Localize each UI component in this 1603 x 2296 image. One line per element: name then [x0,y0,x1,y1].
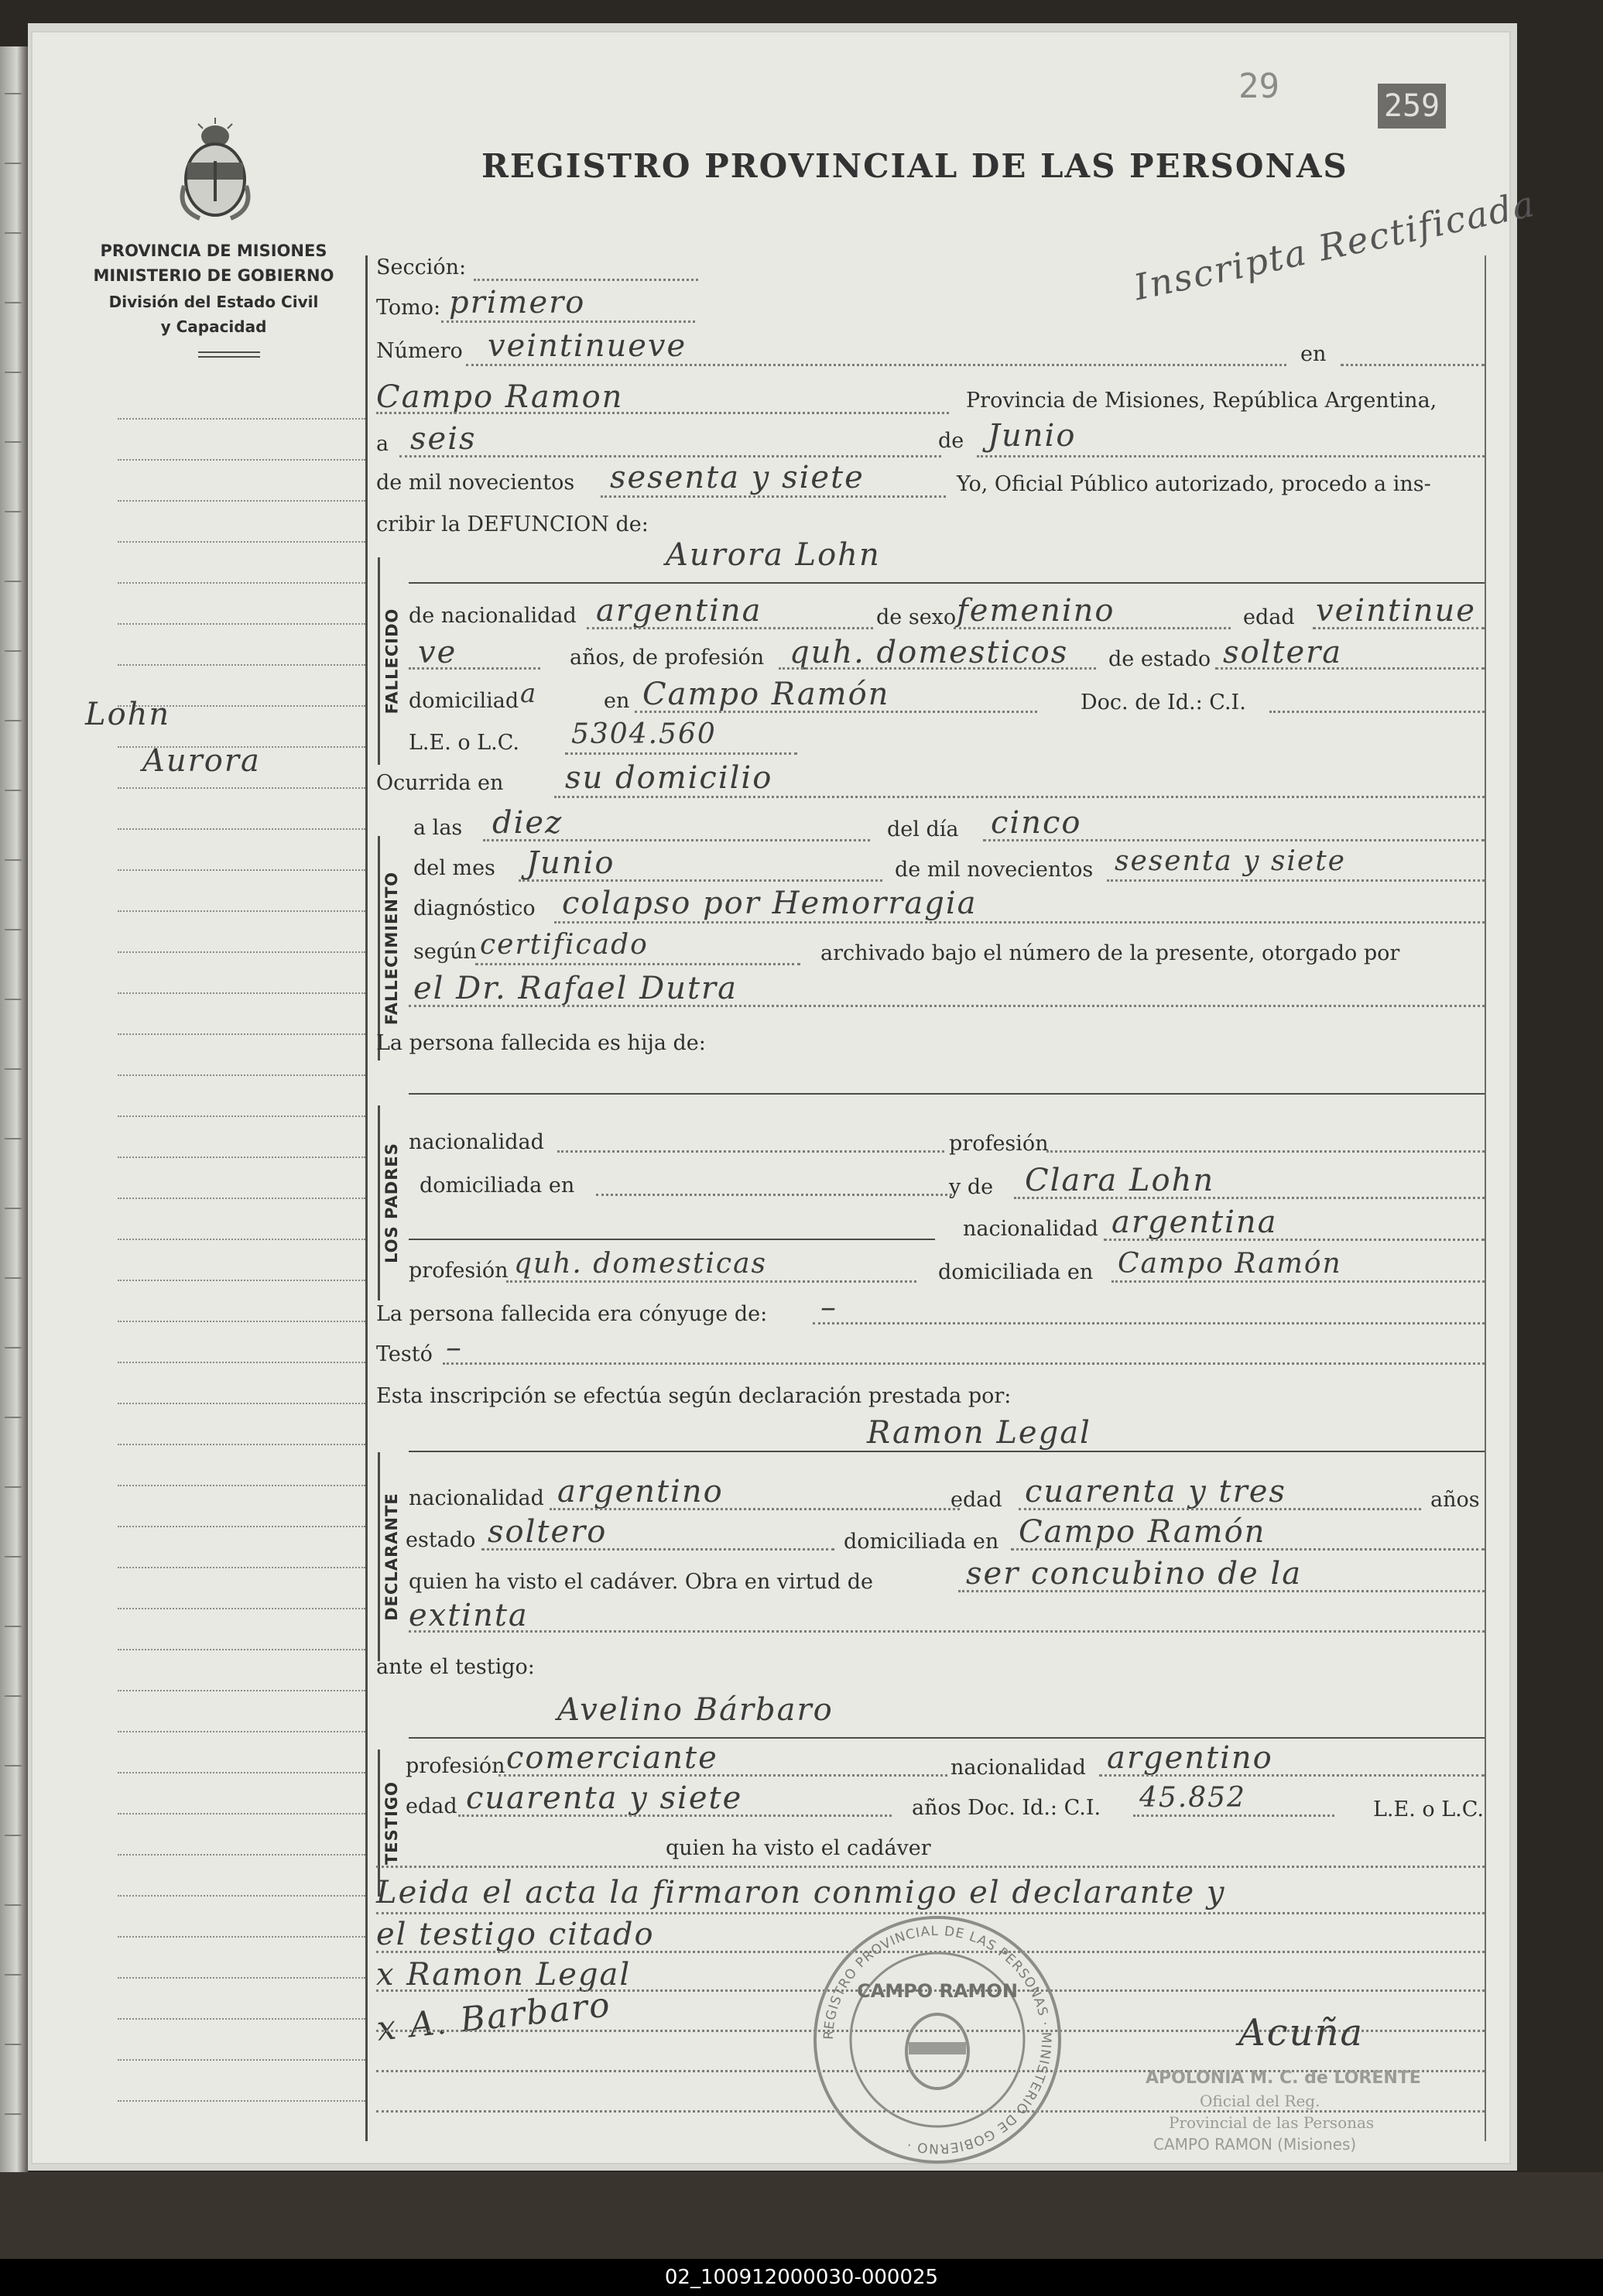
label-anos-doc: años Doc. Id.: C.I. [912,1796,1101,1820]
tab-padres: LOS PADRES [382,1143,401,1263]
main-column-rule [365,255,368,2141]
label-en: en [1300,342,1327,366]
label-archivado: archivado bajo el número de la presente, otorgado por [820,941,1400,965]
signature-declarante: x Ramon Legal [376,1957,632,1993]
margin-ruled-line [118,2059,365,2061]
adjacent-page-tick [5,93,22,94]
line-domicilio [635,711,1037,713]
value-edad-1: veintinue [1316,593,1476,629]
adjacent-page-tick [5,163,22,164]
form-title: REGISTRO PROVINCIAL DE LAS PERSONAS [481,147,1348,185]
margin-ruled-line [118,1074,365,1076]
adjacent-page-tick [5,2044,22,2045]
tab-testigo: TESTIGO [382,1780,401,1866]
margin-ruled-line [118,787,365,789]
value-test-profesion: comerciante [506,1740,718,1776]
org-line-1: PROVINCIA DE MISIONES [100,242,327,260]
margin-ruled-line [118,1649,365,1650]
line-hora [483,839,870,841]
line-test-nacionalidad [1099,1774,1485,1777]
label-test-nacionalidad: nacionalidad [950,1756,1086,1780]
margin-ruled-line [118,459,365,461]
adjacent-page-tick [5,1835,22,1836]
value-conyuge: – [820,1290,837,1325]
line-anio-fall [1107,879,1485,882]
adjacent-page-tick [5,1417,22,1418]
line-closing-0 [376,1866,1485,1868]
label-madre-profesion: profesión [409,1259,509,1283]
line-test-doc [1133,1815,1334,1817]
adjacent-page-tick [5,999,22,1000]
margin-ruled-line [118,1198,365,1199]
margin-ruled-line [118,910,365,912]
line-sexo [954,627,1231,629]
line-medico [409,1005,1485,1007]
line-madre-nacionalidad [1104,1239,1485,1241]
adjacent-page-tick [5,581,22,582]
official-stamp-line-3: Provincial de las Personas [1169,2113,1375,2132]
value-profesion: quh. domesticos [790,635,1069,670]
label-tomo: Tomo: [376,296,441,320]
line-lugar [376,412,949,414]
svg-text:CAMPO RAMON: CAMPO RAMON [857,1980,1018,2002]
label-inscripcion: Esta inscripción se efectúa según declaración prestada por: [376,1384,1012,1408]
value-dia-fall: cinco [991,805,1082,841]
line-anio [601,495,946,498]
label-del-dia: del día [887,817,959,841]
label-le-lc: L.E. o L.C. [409,731,520,755]
margin-ruled-line [118,1362,365,1363]
adjacent-page-tick [5,859,22,861]
value-segun: certificado [480,929,649,961]
label-hija-de: La persona fallecida es hija de: [376,1031,706,1055]
label-test-edad: edad [406,1794,457,1818]
margin-ruled-line [118,1115,365,1117]
value-medico: el Dr. Rafael Dutra [413,971,738,1006]
value-ocurrida: su domicilio [565,760,773,796]
line-testigo [409,1737,1485,1739]
line-decl-virtud [958,1590,1485,1592]
line-decl-edad [1019,1508,1421,1510]
margin-ruled-line [118,1567,365,1568]
margin-ruled-line [118,1403,365,1404]
value-edad-2: ve [418,635,457,670]
file-id: 02_100912000030-000025 [664,2266,939,2289]
label-test-profesion: profesión [406,1754,505,1778]
margin-ruled-line [118,1280,365,1281]
line-padre [409,1093,1485,1095]
adjacent-page-tick [5,232,22,234]
label-ante-testigo: ante el testigo: [376,1655,535,1679]
adjacent-page-tick [5,441,22,443]
value-numero: veintinueve [488,328,687,364]
value-nombre: Aurora Lohn [666,537,881,573]
label-padre-nacionalidad: nacionalidad [409,1130,544,1154]
line-edad-2 [409,667,540,670]
right-column-rule [1485,255,1486,2141]
adjacent-page-tick [5,1347,22,1348]
line-nombre [409,582,1485,584]
value-madre-nacionalidad: argentina [1111,1205,1278,1240]
label-sexo: de sexo [876,605,957,629]
margin-ruled-line [118,1936,365,1938]
label-decl-anos: años [1430,1488,1480,1512]
label-edad: edad [1243,605,1295,629]
margin-ruled-line [118,1772,365,1773]
value-test-nacionalidad: argentino [1107,1740,1273,1776]
line-padre-profesion [1046,1150,1485,1153]
label-quien-visto-2: quien ha visto el cadáver [666,1836,931,1860]
rectified-mark: Inscripta Rectificada [1130,182,1540,309]
label-nacionalidad: de nacionalidad [409,604,577,628]
margin-ruled-line [118,1239,365,1240]
line-mes [977,455,1485,457]
value-domiciliada-suffix: a [520,678,538,709]
line-decl-virtud-2 [409,1630,1485,1633]
margin-ruled-line [118,623,365,625]
value-mes: Junio [988,418,1077,454]
label-a: a [376,432,389,456]
record-number-stamp: 259 [1378,84,1446,129]
adjacent-page-tick [5,2113,22,2115]
coat-of-arms-icon [169,116,262,224]
registry-seal [810,1912,1065,2167]
value-decl-estado: soltero [488,1514,608,1550]
value-decl-virtud-1: ser concubino de la [966,1556,1303,1592]
margin-ruled-line [118,1608,365,1609]
value-diagnostico: colapso por Hemorragia [562,886,978,921]
value-madre-domicilio: Campo Ramón [1118,1248,1342,1280]
value-test-edad: cuarenta y siete [466,1780,743,1816]
line-test-profesion [498,1774,947,1777]
value-decl-virtud-2: extinta [409,1598,529,1633]
value-decl-nacionalidad: argentino [557,1474,724,1510]
line-decl-nacionalidad [550,1508,960,1510]
line-seccion [474,279,698,281]
margin-ruled-line [118,1157,365,1158]
line-en [1341,364,1485,366]
label-madre-nacionalidad: nacionalidad [963,1217,1098,1241]
adjacent-page-tick [5,720,22,721]
value-decl-domicilio: Campo Ramón [1019,1514,1266,1550]
line-estado [1215,667,1485,670]
line-profesion [779,667,1096,670]
label-quien-visto: quien ha visto el cadáver. Obra en virtud de [409,1570,874,1594]
margin-ruled-line [118,1444,365,1445]
label-decl-edad: edad [950,1488,1002,1512]
adjacent-page-tick [5,372,22,373]
label-padre-domicilio: domiciliada en [420,1174,575,1198]
value-madre: Clara Lohn [1025,1163,1215,1198]
label-de-mil-nov: de mil novecientos [895,858,1094,882]
label-decl-nacionalidad: nacionalidad [409,1486,544,1510]
margin-ruled-line [118,2018,365,2020]
margin-ruled-line [118,869,365,871]
signature-testigo: x A. Barbaro [375,1985,613,2049]
margin-ruled-line [118,1813,365,1815]
label-conyuge: La persona fallecida era cónyuge de: [376,1302,768,1326]
label-doc-id: Doc. de Id.: C.I. [1081,691,1246,715]
margin-ruled-line [118,1690,365,1691]
margin-ruled-line [118,500,365,502]
margin-ruled-line [118,418,365,420]
org-underline-2 [198,356,260,358]
adjacent-page-tick [5,1626,22,1627]
adjacent-page-tick [5,1277,22,1279]
label-padre-profesion: profesión [949,1132,1049,1156]
line-decl-estado [481,1548,834,1551]
tab-declarante: DECLARANTE [382,1492,401,1621]
org-line-3: División del Estado Civil [108,293,319,311]
value-decl-edad: cuarenta y tres [1025,1474,1286,1510]
value-domicilio: Campo Ramón [642,677,890,712]
adjacent-page-tick [5,790,22,791]
value-test-doc: 45.852 [1139,1782,1246,1814]
official-stamp-line-4: CAMPO RAMON (Misiones) [1153,2135,1357,2154]
margin-ruled-line [118,1895,365,1897]
line-padre-extra [409,1239,935,1240]
line-ocurrida [554,796,1485,798]
line-madre-domicilio [1111,1280,1485,1283]
margin-ruled-line [118,541,365,543]
closing-line-2: el testigo citado [376,1917,655,1952]
margin-ruled-line [118,1731,365,1732]
label-numero: Número [376,339,463,363]
official-stamp-line-1: APOLONIA M. C. de LORENTE [1146,2068,1421,2088]
adjacent-page-tick [5,1974,22,1976]
adjacent-page-tick [5,650,22,652]
value-sexo: femenino [957,593,1115,629]
value-lugar: Campo Ramon [376,379,624,415]
scanner-background [0,2172,1603,2259]
margin-ruled-line [118,992,365,994]
line-testo [443,1362,1485,1365]
label-de-mil: de mil novecientos [376,471,575,495]
label-provincia: Provincia de Misiones, República Argentina, [966,389,1437,413]
label-testo: Testó [376,1342,433,1366]
margin-firstname: Aurora [142,743,261,779]
line-doc [565,752,797,755]
line-padre-domicilio [596,1194,952,1196]
adjacent-page-tick [5,1904,22,1906]
label-y-de: y de [949,1175,994,1199]
adjacent-page-tick [5,1695,22,1697]
label-anos-profesion: años, de profesión [570,646,765,670]
line-test-edad [458,1815,892,1817]
signature-oficial: Acuña [1238,2011,1364,2054]
margin-ruled-line [118,1977,365,1979]
adjacent-page-edge [0,46,28,2183]
label-cribir: cribir la DEFUNCION de: [376,512,649,536]
margin-ruled-line [118,1485,365,1486]
label-domiciliad: domiciliad [409,689,519,713]
label-de: de [938,429,964,453]
line-tomo [441,320,695,323]
label-segun: según [413,940,477,964]
adjacent-page-tick [5,1486,22,1488]
line-decl-domicilio [1011,1548,1485,1551]
margin-ruled-line [118,1321,365,1322]
label-en-domicilio: en [604,689,630,713]
org-underline [198,351,260,353]
tab-fallecido: FALLECIDO [382,608,401,715]
adjacent-page-tick [5,1765,22,1767]
adjacent-page-tick [5,1138,22,1139]
label-seccion: Sección: [376,255,467,279]
label-yo-oficial: Yo, Oficial Público autorizado, procedo a ins- [957,472,1431,496]
margin-ruled-line [118,582,365,584]
margin-ruled-line [118,1526,365,1527]
value-tomo: primero [449,285,586,320]
adjacent-page-tick [5,929,22,930]
label-del-mes: del mes [413,856,495,880]
margin-ruled-line [118,951,365,953]
closing-line-1: Leida el acta la firmaron conmigo el declarante y [376,1875,1226,1910]
death-record-sheet [31,31,1540,2164]
value-anio-fall: sesenta y siete [1115,845,1346,877]
label-a-las: a las [413,816,463,840]
line-nacionalidad [587,627,873,629]
value-anio: sesenta y siete [610,460,865,495]
value-nacionalidad: argentina [596,593,762,629]
page-number: 29 [1238,67,1279,106]
label-decl-estado: estado [406,1528,476,1552]
margin-ruled-line [118,828,365,830]
label-ocurrida: Ocurrida en [376,771,504,795]
margin-ruled-line [118,1033,365,1035]
line-edad [1313,627,1485,629]
margin-ruled-line [118,2100,365,2102]
margin-ruled-line [118,664,365,666]
adjacent-page-tick [5,1556,22,1558]
line-numero [466,364,1286,366]
label-test-le-lc: L.E. o L.C. [1373,1797,1485,1821]
line-dia-fall [983,839,1485,841]
org-line-4: y Capacidad [160,317,267,336]
line-diagnostico [554,921,1485,924]
label-de-estado: de estado [1108,647,1211,671]
line-doc-id [1269,711,1485,713]
line-conyuge [813,1322,1485,1324]
tab-fallecimiento: FALLECIMIENTO [382,871,401,1026]
line-segun [475,963,800,965]
value-dia: seis [410,421,477,457]
value-madre-profesion: quh. domesticas [514,1248,768,1280]
line-dia [399,455,941,457]
label-diagnostico: diagnóstico [413,896,536,920]
label-madre-domicilio: domiciliada en [938,1260,1094,1284]
adjacent-page-tick [5,511,22,512]
value-testigo: Avelino Bárbaro [557,1692,834,1728]
adjacent-page-tick [5,1068,22,1070]
value-hora: diez [492,805,563,841]
line-padre-nacionalidad [557,1150,944,1153]
file-id-bar [0,2259,1603,2296]
official-stamp-line-2: Oficial del Reg. [1200,2092,1320,2110]
margin-surname: Lohn [85,697,171,732]
org-line-2: MINISTERIO DE GOBIERNO [93,266,334,285]
line-declarante [409,1451,1485,1452]
value-doc: 5304.560 [571,718,717,750]
adjacent-page-tick [5,1208,22,1209]
svg-text:REGISTRO PROVINCIAL DE LAS PER: REGISTRO PROVINCIAL DE LAS PERSONAS · MINISTERIO DE GOBIERNO · [820,1923,1054,2157]
value-testo: – [446,1330,463,1366]
label-decl-domicilio: domiciliada en [844,1530,999,1554]
line-madre [1014,1197,1485,1199]
value-estado: soltera [1223,635,1343,670]
line-mes-fall [519,879,882,882]
value-mes-fall: Junio [526,845,615,881]
adjacent-page-tick [5,302,22,303]
margin-ruled-line [118,1854,365,1856]
line-madre-profesion [506,1280,916,1283]
value-declarante: Ramon Legal [867,1415,1091,1451]
